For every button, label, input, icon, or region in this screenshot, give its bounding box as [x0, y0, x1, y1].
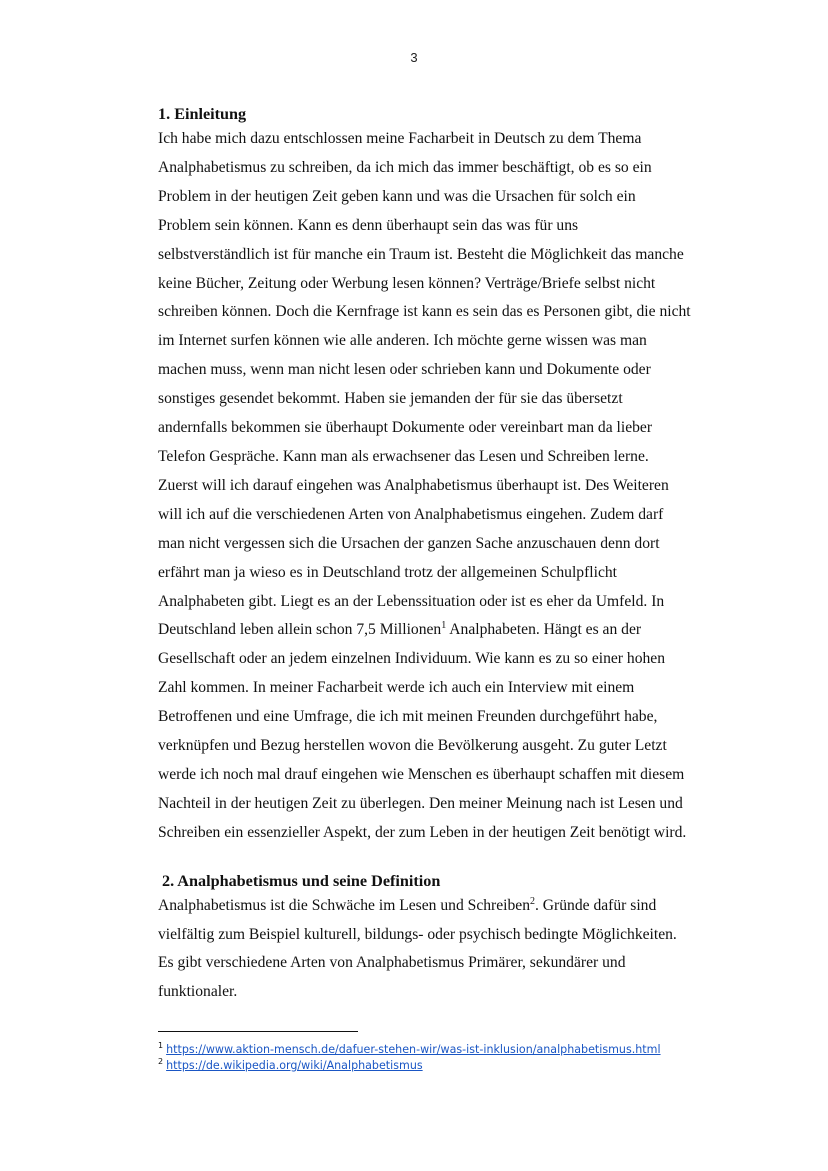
text-line: Es gibt verschiedene Arten von Analphabetismus Primärer, sekundärer und: [158, 954, 626, 972]
text-line: Telefon Gespräche. Kann man als erwachsener das Lesen und Schreiben lerne.: [158, 447, 649, 465]
text-line: Nachteil in der heutigen Zeit zu überlegen. Den meiner Meinung nach ist Lesen und: [158, 794, 683, 812]
text-line: selbstverständlich ist für manche ein Traum ist. Besteht die Möglichkeit das manche: [158, 245, 684, 263]
footnote-2: [158, 1058, 758, 1074]
text-line: vielfältig zum Beispiel kulturell, bildungs- oder psychisch bedingte Möglichkeiten.: [158, 925, 677, 943]
paragraph: [158, 125, 733, 848]
text-line: Zahl kommen. In meiner Facharbeit werde ich auch ein Interview mit einem: [158, 679, 635, 697]
section-einleitung: [158, 103, 733, 848]
text-line: Zuerst will ich darauf eingehen was Analphabetismus überhaupt ist. Des Weiteren: [158, 476, 669, 494]
text-fragment: Analphabeten. Hängt es an der: [446, 621, 642, 639]
footnote-number: 2: [158, 1057, 164, 1067]
text-line: andernfalls bekommen sie überhaupt Dokumente oder vereinbart man da lieber: [158, 419, 653, 437]
text-line: werde ich noch mal drauf eingehen wie Menschen es überhaupt schaffen mit diesem: [158, 765, 685, 783]
text-line: Problem in der heutigen Zeit geben kann und was die Ursachen für solch ein: [158, 187, 636, 205]
text-line: Analphabeten gibt. Liegt es an der Lebenssituation oder ist es eher da Umfeld. In: [158, 592, 665, 610]
text-line: Gesellschaft oder an jedem einzelnen Individuum. Wie kann es zu so einer hohen: [158, 650, 666, 668]
paragraph: [158, 892, 733, 1008]
text-line: Ich habe mich dazu entschlossen meine Facharbeit in Deutsch zu dem Thema: [158, 130, 642, 147]
text-fragment: . Gründe dafür sind: [535, 896, 657, 914]
page-number: 3: [410, 50, 418, 65]
text-line: sonstiges gesendet bekommt. Haben sie jemanden der für sie das übersetzt: [158, 390, 623, 408]
footnote-ref-2[interactable]: 2: [530, 895, 535, 907]
footnotes: [158, 1042, 758, 1074]
footnote-link[interactable]: https://de.wikipedia.org/wiki/Analphabetismus: [166, 1059, 423, 1072]
text-line: Problem sein können. Kann es denn überhaupt sein das was für uns: [158, 216, 579, 234]
text-fragment: Deutschland leben allein schon 7,5 Millionen: [158, 621, 442, 639]
text-fragment: Analphabetismus ist die Schwäche im Lesen und Schreiben: [158, 896, 530, 914]
footnote-link[interactable]: https://www.aktion-mensch.de/dafuer-stehen-wir/was-ist-inklusion/analphabetismus.html: [166, 1043, 661, 1056]
section-heading: 1. Einleitung: [158, 105, 247, 123]
text-line: keine Bücher, Zeitung oder Werbung lesen können? Verträge/Briefe selbst nicht: [158, 274, 656, 292]
section-heading: 2. Analphabetismus und seine Definition: [162, 871, 441, 890]
text-line: [158, 616, 733, 645]
text-line: man nicht vergessen sich die Ursachen der ganzen Sache anzuschauen denn dort: [158, 534, 660, 552]
text-line: erfährt man ja wieso es in Deutschland trotz der allgemeinen Schulpflicht: [158, 563, 617, 581]
footnote-separator: [158, 1031, 358, 1032]
text-line: funktionaler.: [158, 983, 238, 1001]
page-body: [158, 103, 733, 1007]
footnote-number: 1: [158, 1041, 164, 1051]
text-line: will ich auf die verschiedenen Arten von Analphabetismus eingehen. Zudem darf: [158, 505, 664, 523]
text-line: machen muss, wenn man nicht lesen oder schrieben kann und Dokumente oder: [158, 361, 651, 379]
footnote-ref-1[interactable]: 1: [441, 620, 447, 632]
text-line: im Internet surfen können wie alle anderen. Ich möchte gerne wissen was man: [158, 332, 647, 350]
text-line: [158, 892, 733, 921]
text-line: verknüpfen und Bezug herstellen wovon die Bevölkerung ausgeht. Zu guter Letzt: [158, 737, 667, 755]
text-line: Analphabetismus zu schreiben, da ich mich das immer beschäftigt, ob es so ein: [158, 158, 652, 176]
section-definition: [158, 870, 733, 1008]
footnote-1: [158, 1042, 758, 1058]
text-line: Betroffenen und eine Umfrage, die ich mit meinen Freunden durchgeführt habe,: [158, 708, 658, 726]
text-line: Schreiben ein essenzieller Aspekt, der zum Leben in der heutigen Zeit benötigt wird.: [158, 823, 687, 841]
text-line: schreiben können. Doch die Kernfrage ist kann es sein das es Personen gibt, die nicht: [158, 303, 691, 321]
